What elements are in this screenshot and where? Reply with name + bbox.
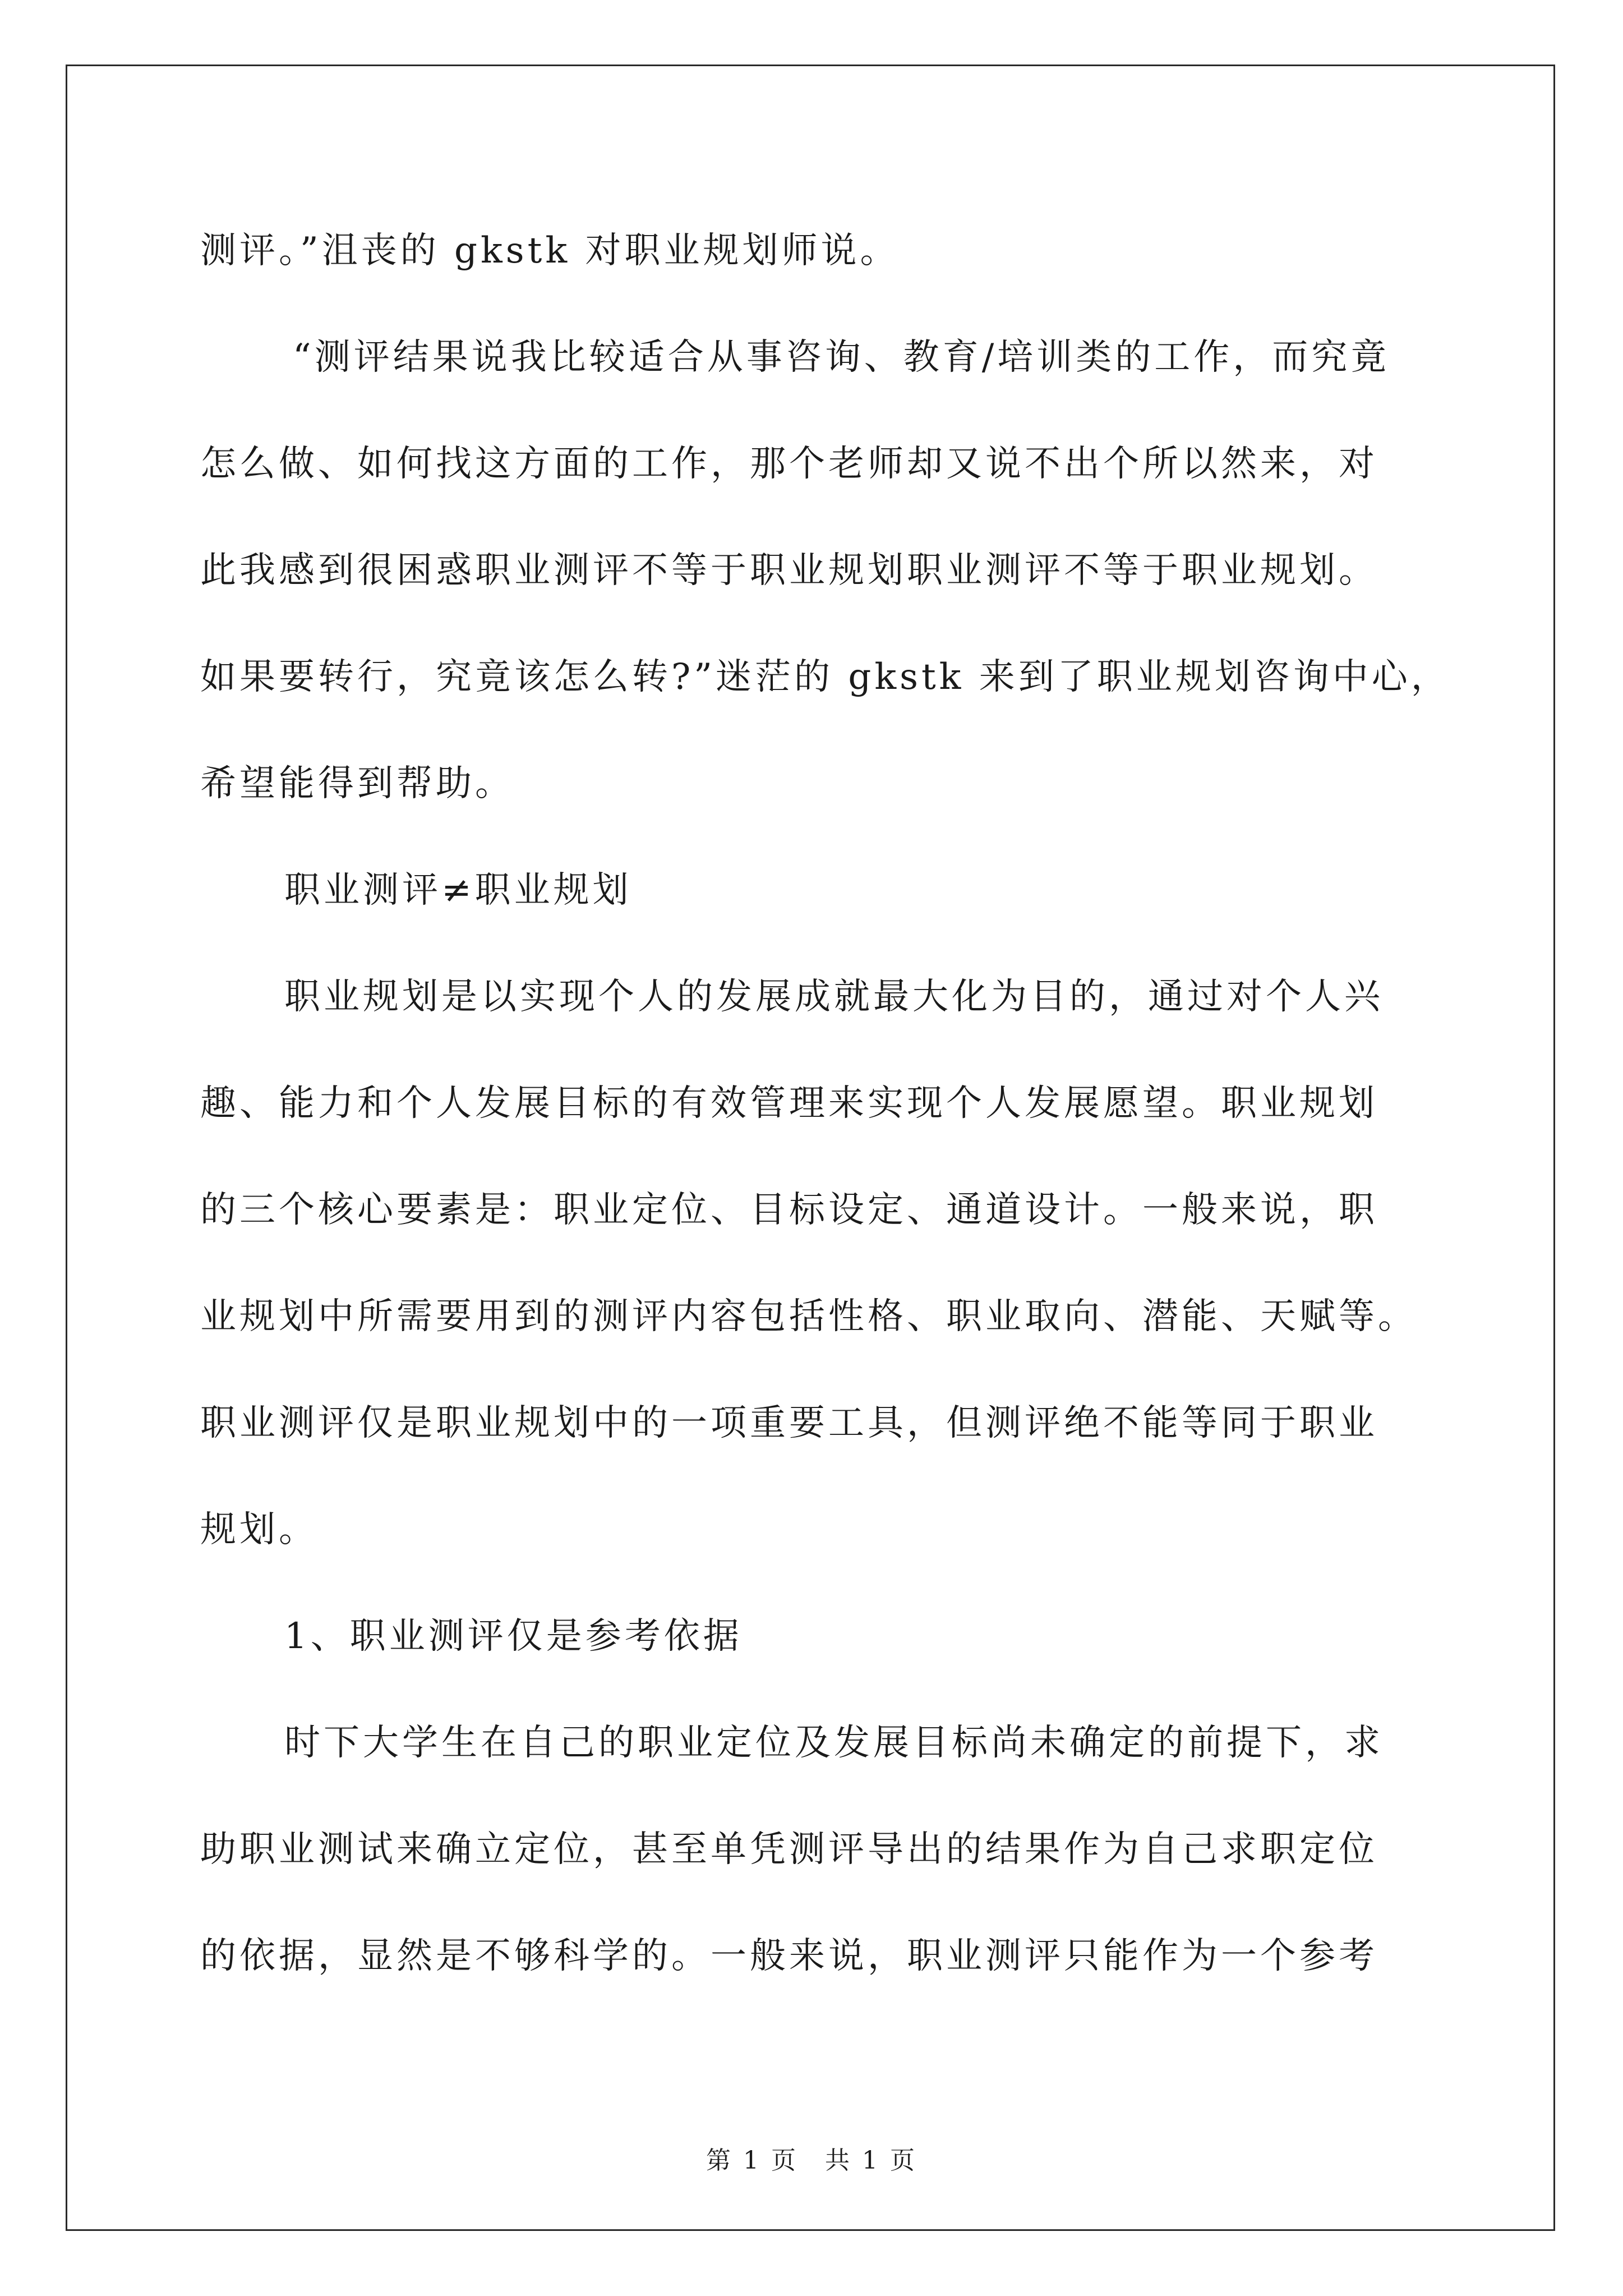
text-line: 此我感到很困惑职业测评不等于职业规划职业测评不等于职业规划。 <box>200 550 1378 591</box>
text-line: 的三个核心要素是：职业定位、目标设定、通道设计。一般来说，职 <box>200 1189 1378 1231</box>
text-line: 业规划中所需要用到的测评内容包括性格、职业取向、潜能、天赋等。 <box>200 1296 1417 1337</box>
section-heading: 1、职业测评仅是参考依据 <box>284 1616 743 1657</box>
text-line: 趣、能力和个人发展目标的有效管理来实现个人发展愿望。职业规划 <box>200 1083 1378 1124</box>
text-line: 如果要转行，究竟该怎么转?”迷茫的 gkstk 来到了职业规划咨询中心， <box>200 656 1450 698</box>
text-line: 职业规划是以实现个人的发展成就最大化为目的，通过对个人兴 <box>284 976 1384 1018</box>
text-line: 规划。 <box>200 1509 318 1550</box>
text-line: 时下大学生在自己的职业定位及发展目标尚未确定的前提下，求 <box>284 1722 1384 1764</box>
text-line: 希望能得到帮助。 <box>200 763 514 804</box>
text-line: 怎么做、如何找这方面的工作，那个老师却又说不出个所以然来，对 <box>200 443 1378 485</box>
page-number-footer: 第 1 页 共 1 页 <box>706 2146 917 2175</box>
section-heading: 职业测评≠职业规划 <box>284 869 632 911</box>
text-line: 的依据，显然是不够科学的。一般来说，职业测评只能作为一个参考 <box>200 1935 1378 1977</box>
text-line: 测评。”沮丧的 gkstk 对职业规划师说。 <box>200 230 900 272</box>
text-line: “测评结果说我比较适合从事咨询、教育/培训类的工作，而究竟 <box>293 337 1390 378</box>
page-border <box>66 65 1555 2231</box>
text-line: 助职业测试来确立定位，甚至单凭测评导出的结果作为自己求职定位 <box>200 1829 1378 1870</box>
text-line: 职业测评仅是职业规划中的一项重要工具，但测评绝不能等同于职业 <box>200 1402 1378 1444</box>
